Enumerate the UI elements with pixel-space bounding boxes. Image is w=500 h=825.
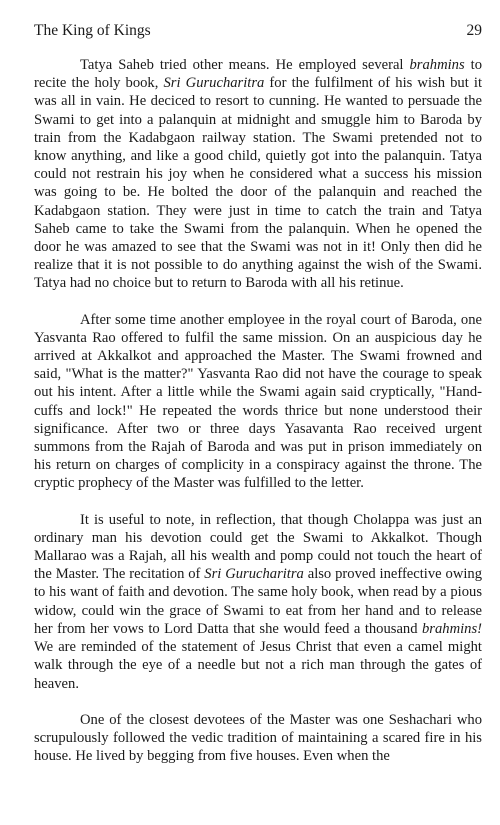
running-title: The King of Kings: [34, 22, 151, 39]
page-number: 29: [466, 22, 482, 39]
text-run: One of the closest devotees of the Master was one Seshachari who scrupulously followed the vedic tradition of maintaining a scared fire in his house. He lived by begging from five houses. Even when the: [34, 711, 482, 765]
paragraph: [34, 56, 482, 293]
text-run: It is useful to note, in reflection, that though Cholappa was just an ordinary man his devotion could get the Swami to Akkalkot. Though Mallarao was a Rajah, all his wealth and pomp could not touch the heart of the Master. The recitation of: [34, 511, 482, 583]
paragraph: [34, 311, 482, 493]
page-body: [34, 56, 482, 765]
text-run: also proved ineffective owing to his want of faith and devotion. The same holy book, when read by a pious widow, could win the grace of Swami to eat from her hand and to release her from her vows to Lord Datta that she would feed a thousand: [34, 566, 483, 637]
italic-text: Sri Gurucharitra: [204, 566, 304, 583]
paragraph: [34, 511, 482, 693]
paragraph: [34, 711, 482, 766]
text-run: to recite the holy book,: [34, 57, 483, 92]
italic-text: brahmins: [409, 57, 465, 73]
text-run: After some time another employee in the royal court of Baroda, one Yasvanta Rao offered to fulfil the same mission. On an auspicious day he arrived at Akkalkot and approached the Master. The Swami frowned and said, "What is the matter?" Yasvanta Rao did not have the courage to speak out his intent. After a little while the Swami again said cryptically, "Hand-cuffs and lock!" He repeated the words thrice but none understood their significance. After two or three days Yasavanta Rao received urgent summons from the Rajah of Baroda and was put in prison immediately on his return on charges of complicity in a conspiracy against the throne. The cryptic prophecy of the Master was fulfilled to the letter.: [34, 311, 482, 492]
page-header: [34, 22, 482, 40]
text-run: for the fulfilment of his wish but it was all in vain. He deciced to resort to cunning. He wanted to persuade the Swami to get into a palanquin at midnight and smuggle him to Baroda by train from the Kadabgaon railway station. The Swami pretended not to know anything, and like a good child, quietly got into the palanquin. Tatya could not restrain his joy when he considered what a success his mission was going to be. He bolted the door of the palanquin and reached the Kadabgaon station. They were just in time to catch the train and Tatya Saheb came to take the Swami from the palanquin. When he opened the door he was amazed to see that the Swami was not in it! Only then did he realize that it is not possible to do anything against the wish of the Swami. Tatya had no choice but to return to Baroda with all his retinue.: [34, 75, 483, 292]
text-run: Tatya Saheb tried other means. He employed several: [80, 57, 410, 73]
italic-text: Sri Gurucharitra: [163, 75, 265, 92]
text-run: We are reminded of the statement of Jesus Christ that even a camel might walk through the eye of a needle but not a rich man through the gates of heaven.: [34, 639, 482, 692]
italic-text: brahmins!: [422, 620, 482, 637]
